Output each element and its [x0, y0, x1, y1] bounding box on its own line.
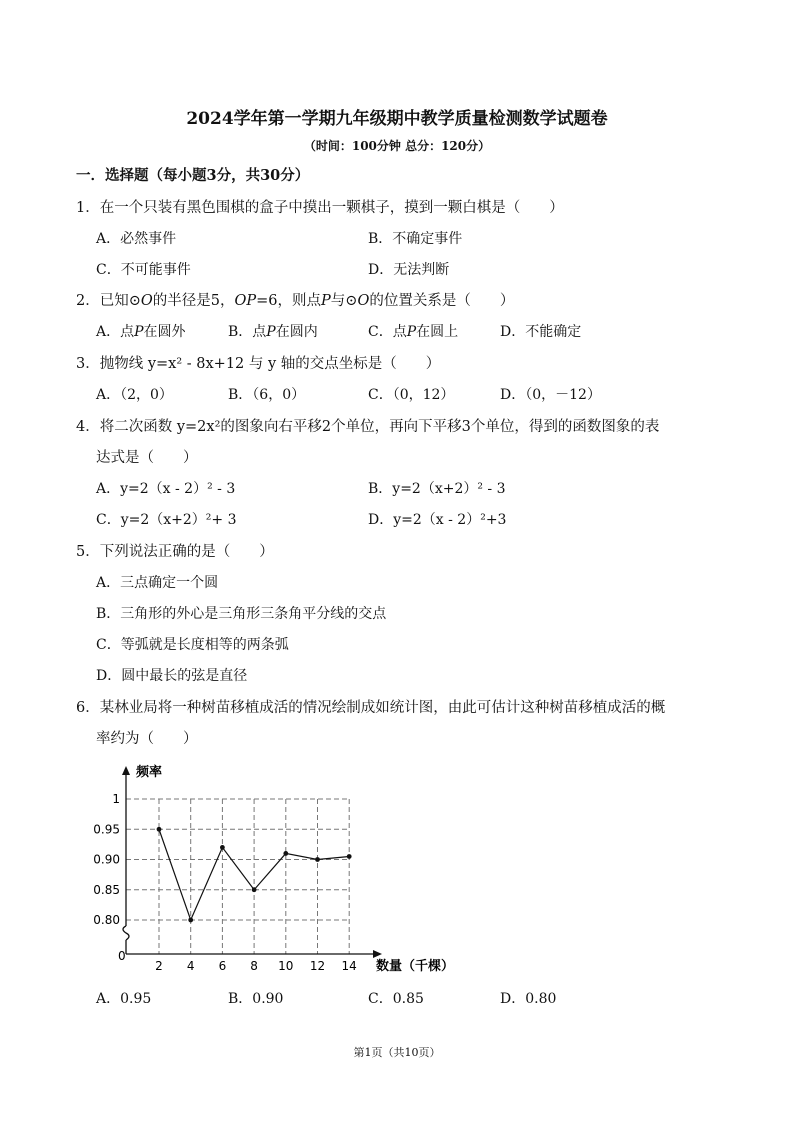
q3-option-a: A．（2，0） [96, 387, 173, 403]
y-tick-label: 0.90 [93, 852, 120, 867]
q3-option-b: B．（6，0） [228, 387, 306, 403]
data-point [220, 845, 225, 850]
data-point [283, 851, 288, 856]
data-point [157, 827, 162, 832]
q5-option-c: C．等弧就是长度相等的两条弧 [96, 637, 289, 653]
q2-option-b: B．点P在圆内 [228, 324, 318, 340]
q6-option-d: D．0.80 [500, 991, 557, 1007]
q2-option-c: C．点P在圆上 [368, 324, 459, 340]
question-5: 5．下列说法正确的是（ ） [76, 544, 274, 560]
exam-info: （时间：100分钟 总分：120分） [303, 139, 491, 153]
question-1: 1．在一个只装有黑色围棋的盒子中摸出一颗棋子，摸到一颗白棋是（ ） [76, 200, 564, 216]
x-axis-arrow [373, 950, 382, 958]
q6-option-c: C．0.85 [368, 991, 424, 1007]
q5-option-a: A．三点确定一个圆 [96, 575, 219, 591]
q1-option-b: B．不确定事件 [368, 231, 463, 247]
data-point [252, 887, 257, 892]
y-tick-label: 0.95 [93, 822, 120, 837]
q1-option-d: D．无法判断 [368, 262, 450, 278]
x-tick-label: 12 [309, 959, 326, 973]
q5-option-d: D．圆中最长的弦是直径 [96, 668, 248, 684]
q3-option-c: C．（0，12） [368, 387, 455, 403]
y-tick-label: 0.80 [93, 913, 120, 927]
question-6-line-2: 率约为（ ） [96, 731, 198, 747]
x-axis-label: 数量（千棵） [376, 959, 455, 974]
q4-option-a: A．y=2（x - 2）² - 3 [96, 481, 236, 497]
q3-option-d: D．（0，－12） [500, 387, 601, 403]
q6-option-a: A．0.95 [96, 991, 152, 1007]
q2-option-d: D．不能确定 [500, 324, 582, 340]
y-axis-arrow [122, 766, 130, 775]
question-4-line-1: 4．将二次函数 y=2x²的图象向右平移2个单位，再向下平移3个单位，得到的函数图象的表 [76, 419, 660, 435]
page-title: 2024学年第一学期九年级期中教学质量检测数学试题卷 [186, 109, 608, 129]
data-point [315, 857, 320, 862]
origin-label: 0 [118, 949, 126, 963]
q1-option-a: A．必然事件 [96, 231, 177, 247]
frequency-line-chart [80, 758, 455, 980]
x-tick-label: 10 [278, 959, 294, 973]
question-3: 3．抛物线 y=x² - 8x+12 与 y 轴的交点坐标是（ ） [76, 356, 441, 372]
q2-option-a: A．点P在圆外 [96, 324, 186, 340]
q1-option-c: C．不可能事件 [96, 262, 191, 278]
question-6-line-1: 6．某林业局将一种树苗移植成活的情况绘制成如统计图，由此可估计这种树苗移植成活的概 [76, 700, 666, 716]
chart-grid [126, 799, 350, 954]
axis-break-mark [123, 926, 129, 940]
y-tick-label: 0.85 [93, 882, 120, 897]
page-footer: 第1页（共10页） [353, 1046, 441, 1059]
question-2: 2．已知⊙O的半径是5，OP=6，则点P与⊙O的位置关系是（ ） [76, 293, 515, 309]
x-tick-label: 14 [341, 959, 357, 973]
x-tick-label: 4 [186, 959, 195, 973]
q6-option-b: B．0.90 [228, 991, 284, 1007]
data-point [188, 918, 193, 923]
q4-option-d: D．y=2（x - 2）²+3 [368, 512, 507, 528]
x-tick-label: 2 [155, 959, 163, 973]
question-4-line-2: 达式是（ ） [96, 450, 198, 466]
q4-option-c: C．y=2（x+2）²+ 3 [96, 512, 237, 528]
section-heading: 一．选择题（每小题3分，共30分） [76, 167, 310, 184]
y-axis-label: 频率 [136, 765, 163, 780]
x-tick-label: 6 [218, 959, 227, 973]
y-tick-label: 1 [112, 792, 120, 806]
q4-option-b: B．y=2（x+2）² - 3 [368, 481, 506, 497]
q5-option-b: B．三角形的外心是三角形三条角平分线的交点 [96, 606, 387, 622]
x-tick-label: 8 [250, 959, 258, 973]
data-point [347, 854, 352, 859]
chart-axes [122, 766, 382, 958]
